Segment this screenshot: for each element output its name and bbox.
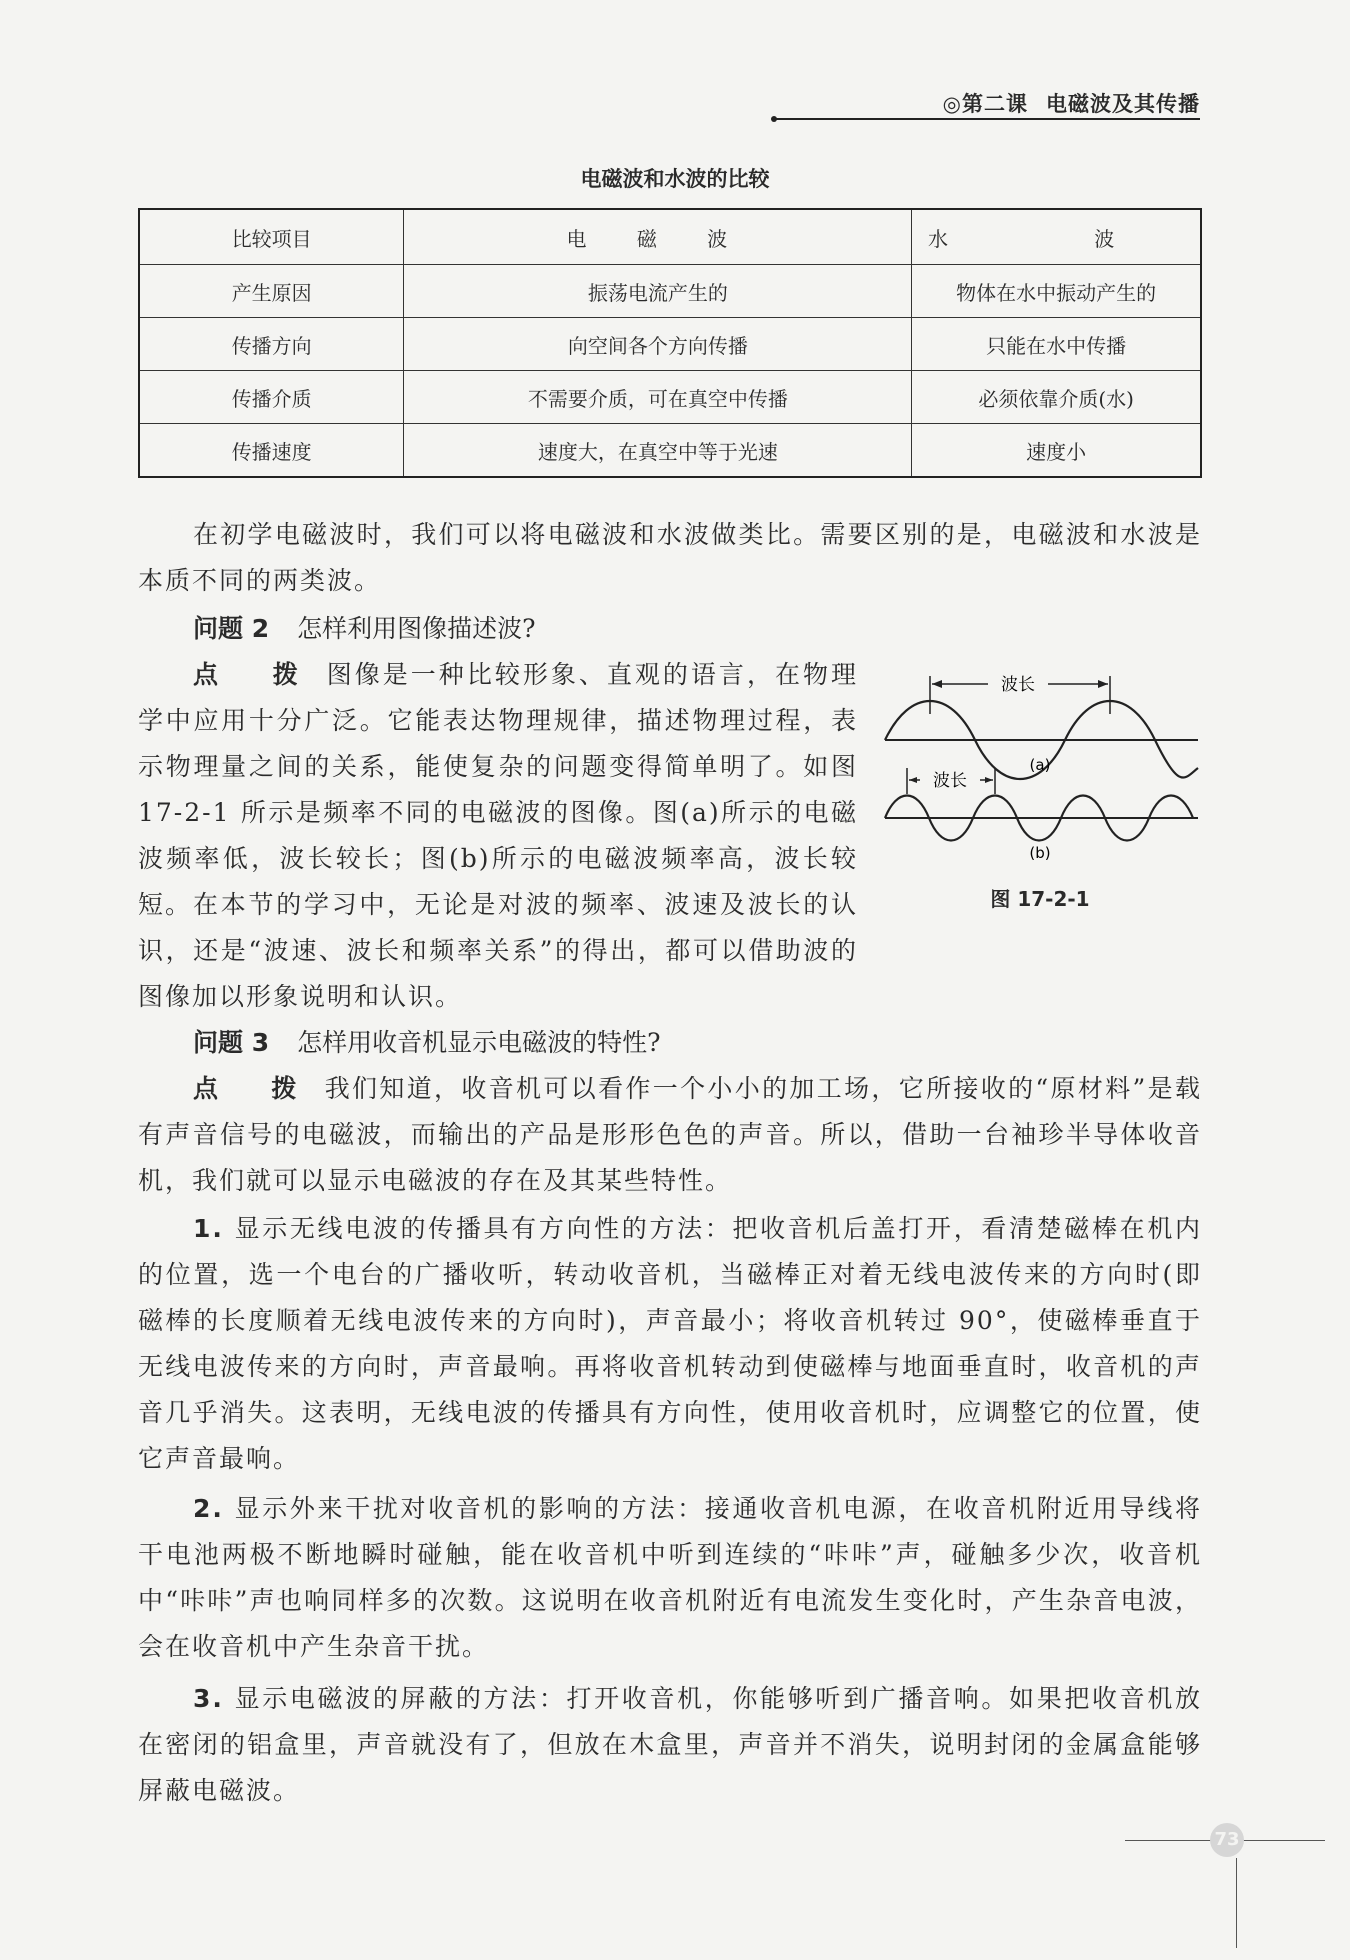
item-text: 显示无线电波的传播具有方向性的方法：把收音机后盖打开，看清楚磁棒在机内的位置，选一个电台的广播收听，转动收音机，当磁棒正对着无线电波传来的方向时(即磁棒的长度顺着无线电波传来的方向时)，声音最小；将收音机转过 90°，使磁棒垂直于无线电波传来的方向时，声音最响。再将收音机转动到使磁棒与地面垂直时，收音机的声音几乎消失。这表明，无线电波的传播具有方向性，使用收音机时，应调整它的位置，使它声音最响。 bbox=[138, 1214, 1202, 1473]
arrowhead-b-left bbox=[909, 777, 917, 783]
table-header-row bbox=[139, 209, 1201, 265]
list-item bbox=[138, 1206, 1202, 1482]
table-cell: 传播介质 bbox=[139, 371, 404, 424]
wavelength-label-b: 波长 bbox=[933, 771, 967, 791]
comparison-table bbox=[138, 208, 1202, 478]
running-header bbox=[943, 88, 1200, 118]
sub-label-b: (b) bbox=[1029, 844, 1051, 862]
question-2-paragraph: 在本节的学习中，无论是对波的频率、波速及波长的认识，还是“波速、波长和频率关系”的得出，都可以借助波的图像加以形象说明和认识。 bbox=[138, 890, 858, 1011]
footer-vertical-rule bbox=[1236, 1858, 1237, 1948]
header-rule bbox=[775, 118, 1200, 120]
table-header-cell: 水 波 bbox=[912, 209, 1201, 265]
question-text: 怎样用收音机显示电磁波的特性? bbox=[297, 1028, 661, 1057]
table-row bbox=[139, 371, 1201, 424]
table-cell: 传播方向 bbox=[139, 318, 404, 371]
tip-label: 点 拨 bbox=[193, 660, 321, 689]
item-number: 2. bbox=[193, 1494, 224, 1523]
item-text: 显示电磁波的屏蔽的方法：打开收音机，你能够听到广播音响。如果把收音机放在密闭的铝盒里，声音就没有了，但放在木盒里，声音并不消失，说明封闭的金属盒能够屏蔽电磁波。 bbox=[138, 1684, 1202, 1805]
intro-paragraph: 在初学电磁波时，我们可以将电磁波和水波做类比。需要区别的是，电磁波和水波是本质不同的两类波。 bbox=[138, 520, 1202, 595]
item-number: 1. bbox=[193, 1214, 224, 1243]
table-cell: 不需要介质，可在真空中传播 bbox=[404, 371, 912, 424]
table-header-cell: 比较项目 bbox=[139, 209, 404, 265]
table-title: 电磁波和水波的比较 bbox=[580, 167, 770, 191]
table-row bbox=[139, 318, 1201, 371]
figure-caption: 图 17-2-1 bbox=[990, 887, 1090, 911]
question-number: 问题 3 bbox=[193, 1028, 270, 1057]
table-cell: 物体在水中振动产生的 bbox=[912, 265, 1201, 318]
table-cell: 速度小 bbox=[912, 424, 1201, 478]
wavelength-label-a: 波长 bbox=[1001, 675, 1035, 695]
list-item bbox=[138, 1486, 1202, 1670]
table-cell: 传播速度 bbox=[139, 424, 404, 478]
tip-text: 图像是一种比较形象、直观的语言，在物理学中应用十分广泛。它能表达物理规律，描述物理过程，表示物理量之间的关系，能使复杂的问题变得简单明了。如图 17-2-1 所示是频率不同的电磁波的图像。图(a)所示的电磁波频率低，波长较长；图(b)所示的电磁波频率高，波长较短。 bbox=[138, 660, 858, 919]
question-number: 问题 2 bbox=[193, 614, 270, 643]
table-cell: 必须依靠介质(水) bbox=[912, 371, 1201, 424]
item-number: 3. bbox=[193, 1684, 224, 1713]
sub-label-a: (a) bbox=[1029, 756, 1051, 774]
question-3-tip bbox=[138, 1066, 1202, 1204]
table-header-cell: 电 磁 波 bbox=[404, 209, 912, 265]
page-number: 73 bbox=[1210, 1823, 1244, 1857]
table-cell: 振荡电流产生的 bbox=[404, 265, 912, 318]
lesson-title: 电磁波及其传播 bbox=[1046, 92, 1200, 116]
list-item bbox=[138, 1676, 1202, 1814]
table-cell: 只能在水中传播 bbox=[912, 318, 1201, 371]
table-row bbox=[139, 265, 1201, 318]
question-text: 怎样利用图像描述波? bbox=[297, 614, 536, 643]
question-3-heading bbox=[193, 1020, 661, 1066]
tip-text: 我们知道，收音机可以看作一个小小的加工场，它所接收的“原材料”是载有声音信号的电磁波，而输出的产品是形形色色的声音。所以，借助一台袖珍半导体收音机，我们就可以显示电磁波的存在及其某些特性。 bbox=[138, 1074, 1202, 1195]
lesson-label: ◎第二课 bbox=[942, 92, 1028, 116]
tip-label: 点 拨 bbox=[193, 1074, 319, 1103]
arrowhead-a-right bbox=[1098, 680, 1108, 688]
table-cell: 速度大，在真空中等于光速 bbox=[404, 424, 912, 478]
table-row bbox=[139, 424, 1201, 478]
table-cell: 产生原因 bbox=[139, 265, 404, 318]
arrowhead-b-right bbox=[985, 777, 993, 783]
arrowhead-a-left bbox=[932, 680, 942, 688]
table-cell: 向空间各个方向传播 bbox=[404, 318, 912, 371]
item-text: 显示外来干扰对收音机的影响的方法：接通收音机电源，在收音机附近用导线将干电池两极不断地瞬时碰触，能在收音机中听到连续的“咔咔”声，碰触多少次，收音机中“咔咔”声也响同样多的次数。这说明在收音机附近有电流发生变化时，产生杂音电波，会在收音机中产生杂音干扰。 bbox=[138, 1494, 1202, 1661]
question-2-heading bbox=[193, 606, 536, 652]
